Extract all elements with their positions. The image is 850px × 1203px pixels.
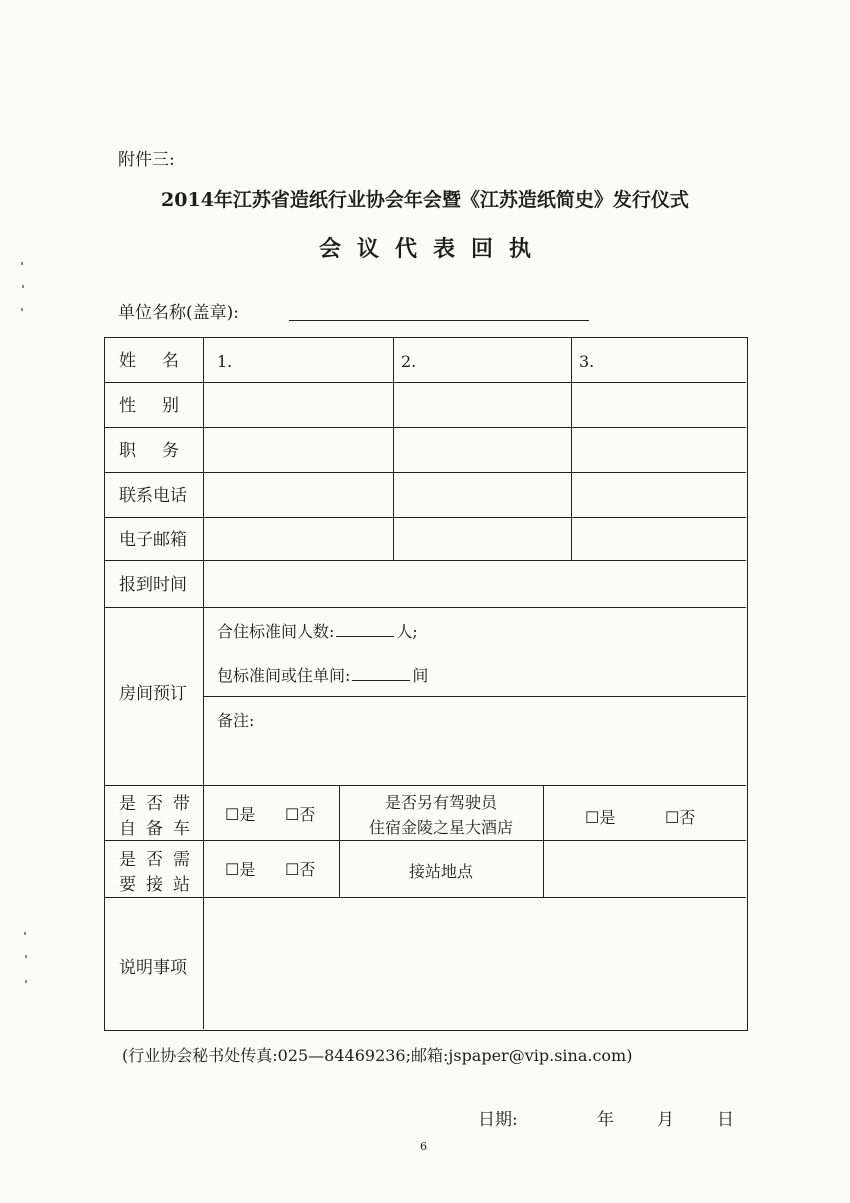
shared-room-count-field[interactable] (336, 622, 394, 637)
single-room-row (217, 663, 428, 686)
unit-name-label: 单位名称(盖章): (118, 303, 239, 323)
pickup-label-line1: 是否需 (119, 850, 200, 870)
driver-no-checkbox[interactable]: ☐否 (665, 808, 696, 827)
car-label-line2: 自备车 (119, 819, 200, 839)
name-label: 姓名 (119, 351, 205, 371)
unit-name-field[interactable] (289, 320, 589, 321)
scan-speck (21, 262, 23, 265)
date-day-label: 日 (717, 1110, 734, 1130)
page-number: 6 (420, 1140, 427, 1153)
gender-label: 性别 (119, 396, 205, 416)
phone-label: 联系电话 (119, 486, 187, 506)
scan-speck (21, 308, 23, 311)
shared-room-row (217, 619, 418, 642)
scan-speck (24, 932, 26, 935)
single-room-unit: 间 (412, 666, 429, 685)
attachment-label: 附件三: (118, 150, 175, 170)
date-year-label: 年 (597, 1110, 614, 1130)
driver-yes-checkbox[interactable]: ☐是 (585, 808, 616, 827)
name-slot-3[interactable]: 3. (579, 352, 595, 371)
shared-room-unit: 人; (396, 622, 418, 641)
email-label: 电子邮箱 (119, 530, 187, 550)
scan-speck (22, 285, 24, 288)
arrival-time-label: 报到时间 (119, 575, 187, 595)
position-label: 职务 (119, 441, 205, 461)
date-label: 日期: (478, 1110, 518, 1130)
name-slot-1[interactable]: 1. (217, 352, 233, 371)
driver-question-line1: 是否另有驾驶员 (384, 793, 497, 812)
name-slot-2[interactable]: 2. (401, 352, 417, 371)
single-room-count-field[interactable] (352, 666, 410, 681)
car-no-checkbox[interactable]: ☐否 (285, 805, 316, 824)
scan-speck (25, 980, 27, 983)
notes-label: 说明事项 (119, 958, 187, 978)
single-room-label: 包标准间或住单间: (217, 666, 351, 685)
contact-footer: (行业协会秘书处传真:025—84469236;邮箱:jspaper@vip.sina.com) (122, 1046, 633, 1065)
pickup-location-label: 接站地点 (408, 862, 473, 881)
document-subtitle: 会议代表回执 (318, 236, 547, 262)
room-booking-label: 房间预订 (119, 684, 187, 704)
document-title: 2014年江苏省造纸行业协会年会暨《江苏造纸简史》发行仪式 (161, 189, 689, 211)
pickup-yes-checkbox[interactable]: ☐是 (225, 860, 256, 879)
scan-speck (25, 955, 27, 958)
car-yes-checkbox[interactable]: ☐是 (225, 805, 256, 824)
date-month-label: 月 (657, 1110, 674, 1130)
shared-room-label: 合住标准间人数: (217, 622, 335, 641)
reply-form-table (104, 337, 748, 1031)
driver-question-line2: 住宿金陵之星大酒店 (368, 818, 513, 837)
car-label-line1: 是否带 (119, 794, 200, 814)
room-remarks-label: 备注: (217, 711, 255, 730)
pickup-label-line2: 要接站 (119, 875, 200, 895)
pickup-no-checkbox[interactable]: ☐否 (285, 860, 316, 879)
